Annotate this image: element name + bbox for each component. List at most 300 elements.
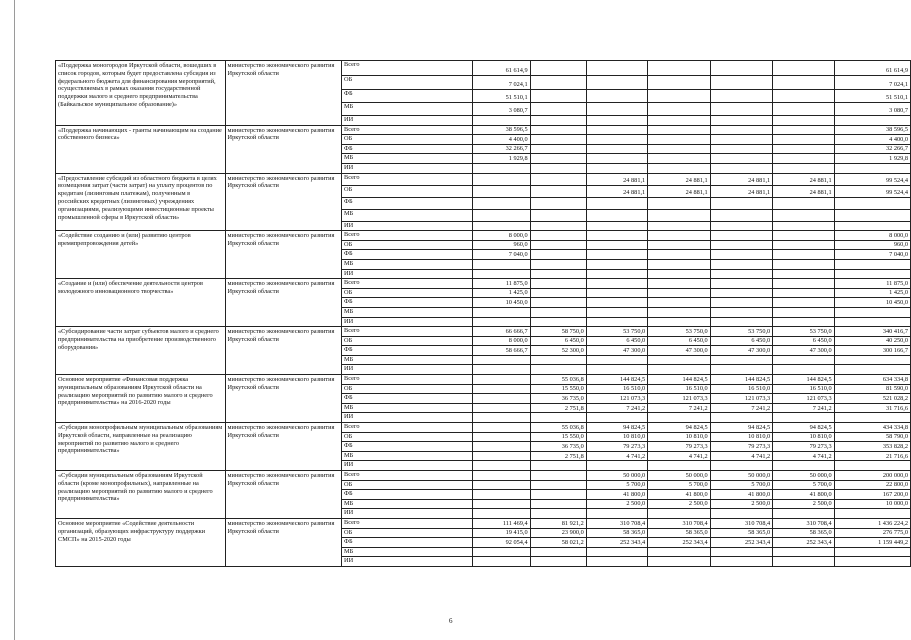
year-value-cell <box>586 209 647 221</box>
funding-source: ФБ <box>342 90 473 103</box>
table-row <box>56 327 911 337</box>
total-cell: 960,0 <box>834 240 910 250</box>
year-value-cell <box>586 163 647 173</box>
responsible-organization: министерство экономического развития Иркутской области <box>225 423 342 471</box>
year-value-cell <box>530 490 586 500</box>
year-value-cell: 24 881,1 <box>773 173 834 185</box>
year-value-cell <box>773 509 834 519</box>
year-value-cell: 7 241,2 <box>710 403 773 413</box>
year-value-cell: 36 735,0 <box>530 394 586 404</box>
year-value-cell <box>710 250 773 260</box>
year-value-cell <box>648 103 711 116</box>
total-cell <box>834 365 910 375</box>
total-cell: 38 596,5 <box>834 125 910 135</box>
year-value-cell: 55 036,8 <box>530 423 586 433</box>
year-value-cell <box>710 163 773 173</box>
year-value-cell <box>710 231 773 241</box>
funding-source: Всего <box>342 125 473 135</box>
year-value-cell <box>586 125 647 135</box>
year-value-cell: 121 073,3 <box>773 394 834 404</box>
year-value-cell <box>530 279 586 289</box>
funding-source: Всего <box>342 279 473 289</box>
responsible-organization: министерство экономического развития Иркутской области <box>225 125 342 173</box>
year-value-cell <box>530 355 586 365</box>
year-value-cell <box>473 365 530 375</box>
year-value-cell <box>710 547 773 557</box>
year-value-cell <box>530 197 586 209</box>
program-description: Основное мероприятие «Финансовая поддержка муниципальным образованиям Иркутской области на реализацию мероприятий по развитию малого и среднего предпринимательства» на 2016-2020 годы <box>56 375 226 423</box>
year-value-cell <box>530 480 586 490</box>
program-funding-table <box>55 60 911 567</box>
year-value-cell <box>710 103 773 116</box>
year-value-cell <box>710 461 773 471</box>
total-cell: 40 250,0 <box>834 336 910 346</box>
year-value-cell <box>648 116 711 126</box>
total-cell: 1 159 449,2 <box>834 538 910 548</box>
year-value-cell: 47 300,0 <box>710 346 773 356</box>
year-value-cell: 24 881,1 <box>710 185 773 197</box>
year-value-cell: 53 750,0 <box>773 327 834 337</box>
year-value-cell <box>530 163 586 173</box>
year-value-cell <box>586 365 647 375</box>
year-value-cell <box>473 173 530 185</box>
year-value-cell: 4 741,2 <box>773 451 834 461</box>
responsible-organization: министерство экономического развития Иркутской области <box>225 173 342 231</box>
year-value-cell <box>473 259 530 269</box>
year-value-cell <box>530 116 586 126</box>
year-value-cell <box>530 61 586 76</box>
responsible-organization: министерство экономического развития Иркутской области <box>225 471 342 519</box>
total-cell <box>834 355 910 365</box>
year-value-cell <box>648 209 711 221</box>
year-value-cell <box>586 154 647 164</box>
year-value-cell: 2 751,8 <box>530 451 586 461</box>
year-value-cell: 23 900,0 <box>530 528 586 538</box>
funding-source: ОБ <box>342 288 473 298</box>
table-row <box>56 471 911 481</box>
year-value-cell <box>530 298 586 308</box>
year-value-cell <box>773 317 834 327</box>
total-cell: 434 334,8 <box>834 423 910 433</box>
funding-source: ИИ <box>342 413 473 423</box>
year-value-cell <box>648 279 711 289</box>
year-value-cell <box>710 135 773 145</box>
year-value-cell: 144 824,5 <box>586 375 647 385</box>
year-value-cell <box>530 413 586 423</box>
year-value-cell <box>648 317 711 327</box>
year-value-cell <box>710 197 773 209</box>
year-value-cell <box>473 413 530 423</box>
year-value-cell <box>773 240 834 250</box>
total-cell: 340 416,7 <box>834 327 910 337</box>
year-value-cell: 10 810,0 <box>586 432 647 442</box>
funding-source: МБ <box>342 355 473 365</box>
year-value-cell <box>773 557 834 567</box>
year-value-cell: 310 708,4 <box>710 518 773 528</box>
year-value-cell: 3 080,7 <box>473 103 530 116</box>
year-value-cell: 8 000,0 <box>473 336 530 346</box>
program-description: «Предоставление субсидий из областного бюджета в целях возмещения затрат (части затрат) на уплату процентов по кредитам (лизинговым платежам), полученным в российских кредитных (лизинговых) учреждениях организациями, реализующими инвестиционные проекты промышленной сферы в Иркутской области» <box>56 173 226 231</box>
total-cell <box>834 259 910 269</box>
year-value-cell <box>773 103 834 116</box>
funding-source: ФБ <box>342 197 473 209</box>
funding-source: МБ <box>342 451 473 461</box>
year-value-cell: 92 054,4 <box>473 538 530 548</box>
total-cell: 58 790,0 <box>834 432 910 442</box>
funding-source: ИИ <box>342 365 473 375</box>
year-value-cell: 58 021,2 <box>530 538 586 548</box>
year-value-cell <box>586 116 647 126</box>
year-value-cell: 252 343,4 <box>773 538 834 548</box>
year-value-cell <box>773 250 834 260</box>
year-value-cell: 10 450,0 <box>473 298 530 308</box>
year-value-cell: 15 550,0 <box>530 432 586 442</box>
funding-source: ФБ <box>342 250 473 260</box>
year-value-cell <box>648 547 711 557</box>
year-value-cell <box>530 259 586 269</box>
year-value-cell: 121 073,3 <box>710 394 773 404</box>
funding-source: ОБ <box>342 480 473 490</box>
total-cell: 32 266,7 <box>834 144 910 154</box>
year-value-cell: 47 300,0 <box>648 346 711 356</box>
year-value-cell: 58 365,0 <box>648 528 711 538</box>
year-value-cell <box>710 269 773 279</box>
year-value-cell <box>586 61 647 76</box>
year-value-cell <box>648 221 711 231</box>
program-funding-table-wrapper <box>55 60 911 567</box>
table-row <box>56 173 911 185</box>
year-value-cell: 24 881,1 <box>648 173 711 185</box>
funding-source: Всего <box>342 471 473 481</box>
year-value-cell <box>648 365 711 375</box>
responsible-organization: министерство экономического развития Иркутской области <box>225 61 342 126</box>
funding-source: Всего <box>342 518 473 528</box>
year-value-cell <box>710 557 773 567</box>
year-value-cell: 15 550,0 <box>530 384 586 394</box>
year-value-cell <box>648 75 711 90</box>
year-value-cell <box>473 355 530 365</box>
total-cell: 51 510,1 <box>834 90 910 103</box>
program-description: «Поддержка моногородов Иркутской области, вошедших в список городов, которым будет предоставлена субсидия из федерального бюджета для финансирования мероприятий, осуществляемых в рамках оказания государственной поддержки малого и среднего предпринимательства (Байкальское муниципальное образование)» <box>56 61 226 126</box>
year-value-cell <box>773 365 834 375</box>
year-value-cell <box>648 144 711 154</box>
year-value-cell <box>530 240 586 250</box>
year-value-cell: 16 510,0 <box>586 384 647 394</box>
year-value-cell <box>530 317 586 327</box>
year-value-cell: 121 073,3 <box>648 394 711 404</box>
year-value-cell: 121 073,3 <box>586 394 647 404</box>
funding-source: МБ <box>342 499 473 509</box>
year-value-cell: 10 810,0 <box>648 432 711 442</box>
funding-source: МБ <box>342 209 473 221</box>
year-value-cell <box>710 144 773 154</box>
year-value-cell <box>586 259 647 269</box>
year-value-cell <box>586 75 647 90</box>
total-cell: 1 425,0 <box>834 288 910 298</box>
year-value-cell: 50 000,0 <box>773 471 834 481</box>
funding-source: ФБ <box>342 442 473 452</box>
year-value-cell <box>586 355 647 365</box>
year-value-cell <box>530 557 586 567</box>
year-value-cell <box>710 221 773 231</box>
year-value-cell <box>773 197 834 209</box>
year-value-cell <box>773 355 834 365</box>
year-value-cell: 47 300,0 <box>773 346 834 356</box>
funding-source: ФБ <box>342 144 473 154</box>
year-value-cell <box>773 90 834 103</box>
year-value-cell <box>586 231 647 241</box>
year-value-cell <box>710 509 773 519</box>
year-value-cell: 4 741,2 <box>710 451 773 461</box>
year-value-cell <box>773 125 834 135</box>
year-value-cell <box>586 135 647 145</box>
year-value-cell: 79 273,3 <box>586 442 647 452</box>
year-value-cell <box>473 185 530 197</box>
funding-source: ИИ <box>342 317 473 327</box>
year-value-cell <box>648 413 711 423</box>
year-value-cell: 6 450,0 <box>773 336 834 346</box>
year-value-cell: 79 273,3 <box>710 442 773 452</box>
total-cell: 99 524,4 <box>834 185 910 197</box>
year-value-cell <box>773 461 834 471</box>
year-value-cell <box>648 154 711 164</box>
year-value-cell: 61 614,9 <box>473 61 530 76</box>
total-cell: 10 450,0 <box>834 298 910 308</box>
year-value-cell <box>773 279 834 289</box>
year-value-cell <box>530 173 586 185</box>
table-row <box>56 518 911 528</box>
responsible-organization: министерство экономического развития Иркутской области <box>225 327 342 375</box>
year-value-cell <box>586 288 647 298</box>
program-description: «Создание и (или) обеспечение деятельности центров молодежного инновационного творчества» <box>56 279 226 327</box>
year-value-cell <box>473 307 530 317</box>
year-value-cell <box>530 250 586 260</box>
year-value-cell <box>473 269 530 279</box>
year-value-cell <box>773 209 834 221</box>
table-row <box>56 279 911 289</box>
year-value-cell <box>710 154 773 164</box>
year-value-cell <box>648 61 711 76</box>
year-value-cell: 24 881,1 <box>773 185 834 197</box>
funding-source: ИИ <box>342 116 473 126</box>
year-value-cell <box>530 125 586 135</box>
year-value-cell <box>530 269 586 279</box>
year-value-cell: 4 741,2 <box>586 451 647 461</box>
funding-source: ИИ <box>342 269 473 279</box>
total-cell: 81 590,0 <box>834 384 910 394</box>
year-value-cell <box>773 75 834 90</box>
year-value-cell: 310 708,4 <box>586 518 647 528</box>
year-value-cell <box>710 116 773 126</box>
year-value-cell: 53 750,0 <box>710 327 773 337</box>
year-value-cell <box>473 499 530 509</box>
year-value-cell: 24 881,1 <box>648 185 711 197</box>
year-value-cell <box>710 298 773 308</box>
total-cell: 353 828,2 <box>834 442 910 452</box>
year-value-cell <box>473 480 530 490</box>
year-value-cell <box>710 90 773 103</box>
year-value-cell <box>530 509 586 519</box>
funding-source: МБ <box>342 259 473 269</box>
funding-source: ФБ <box>342 538 473 548</box>
year-value-cell <box>773 269 834 279</box>
funding-source: ФБ <box>342 346 473 356</box>
funding-source: ИИ <box>342 461 473 471</box>
year-value-cell <box>586 413 647 423</box>
year-value-cell: 6 450,0 <box>586 336 647 346</box>
total-cell: 634 334,8 <box>834 375 910 385</box>
year-value-cell <box>773 61 834 76</box>
year-value-cell: 38 596,5 <box>473 125 530 135</box>
responsible-organization: министерство экономического развития Иркутской области <box>225 279 342 327</box>
year-value-cell: 94 824,5 <box>773 423 834 433</box>
year-value-cell <box>530 75 586 90</box>
year-value-cell <box>773 259 834 269</box>
year-value-cell <box>648 231 711 241</box>
year-value-cell <box>586 144 647 154</box>
page-edge-line <box>14 0 15 640</box>
year-value-cell <box>530 144 586 154</box>
year-value-cell: 5 700,0 <box>773 480 834 490</box>
total-cell: 22 800,0 <box>834 480 910 490</box>
funding-source: Всего <box>342 327 473 337</box>
year-value-cell <box>710 279 773 289</box>
year-value-cell: 960,0 <box>473 240 530 250</box>
year-value-cell <box>586 221 647 231</box>
year-value-cell <box>473 116 530 126</box>
year-value-cell <box>530 461 586 471</box>
program-description: «Субсидии муниципальным образованиям Иркутской области (кроме монопрофильных), направленные на реализацию мероприятий по развитию малого и среднего предпринимательства» <box>56 471 226 519</box>
funding-source: ФБ <box>342 394 473 404</box>
total-cell: 7 024,1 <box>834 75 910 90</box>
year-value-cell: 36 735,0 <box>530 442 586 452</box>
total-cell: 1 436 224,2 <box>834 518 910 528</box>
total-cell <box>834 509 910 519</box>
total-cell: 31 716,6 <box>834 403 910 413</box>
year-value-cell <box>773 307 834 317</box>
year-value-cell <box>648 90 711 103</box>
year-value-cell: 41 800,0 <box>773 490 834 500</box>
year-value-cell <box>473 197 530 209</box>
year-value-cell <box>586 547 647 557</box>
year-value-cell: 24 881,1 <box>586 185 647 197</box>
year-value-cell <box>773 135 834 145</box>
year-value-cell: 1 425,0 <box>473 288 530 298</box>
year-value-cell: 58 365,0 <box>586 528 647 538</box>
year-value-cell <box>530 154 586 164</box>
year-value-cell <box>648 355 711 365</box>
year-value-cell <box>648 288 711 298</box>
funding-source: ФБ <box>342 298 473 308</box>
year-value-cell: 6 450,0 <box>530 336 586 346</box>
total-cell <box>834 557 910 567</box>
year-value-cell <box>473 509 530 519</box>
year-value-cell <box>530 365 586 375</box>
year-value-cell <box>530 307 586 317</box>
program-description: «Субсидии монопрофильным муниципальным образованиям Иркутской области, направленные на реализацию мероприятий по развитию малого и среднего предпринимательства» <box>56 423 226 471</box>
funding-source: ОБ <box>342 432 473 442</box>
program-description: «Поддержка начинающих - гранты начинающим на создание собственного бизнеса» <box>56 125 226 173</box>
total-cell <box>834 413 910 423</box>
funding-source: МБ <box>342 154 473 164</box>
funding-source: Всего <box>342 375 473 385</box>
year-value-cell <box>710 355 773 365</box>
year-value-cell: 53 750,0 <box>586 327 647 337</box>
year-value-cell <box>586 317 647 327</box>
year-value-cell: 252 343,4 <box>710 538 773 548</box>
funding-source: ОБ <box>342 384 473 394</box>
year-value-cell: 144 824,5 <box>773 375 834 385</box>
year-value-cell <box>586 269 647 279</box>
year-value-cell: 24 881,1 <box>586 173 647 185</box>
year-value-cell <box>648 163 711 173</box>
year-value-cell: 6 450,0 <box>710 336 773 346</box>
year-value-cell <box>586 90 647 103</box>
total-cell <box>834 163 910 173</box>
funding-source: ОБ <box>342 75 473 90</box>
year-value-cell <box>648 509 711 519</box>
year-value-cell: 252 343,4 <box>586 538 647 548</box>
year-value-cell: 58 750,0 <box>530 327 586 337</box>
year-value-cell: 94 824,5 <box>648 423 711 433</box>
year-value-cell: 79 273,3 <box>773 442 834 452</box>
year-value-cell: 50 000,0 <box>586 471 647 481</box>
year-value-cell <box>710 125 773 135</box>
year-value-cell: 4 741,2 <box>648 451 711 461</box>
year-value-cell <box>648 557 711 567</box>
year-value-cell <box>530 547 586 557</box>
year-value-cell <box>648 125 711 135</box>
year-value-cell: 2 500,0 <box>710 499 773 509</box>
year-value-cell <box>530 499 586 509</box>
year-value-cell <box>648 135 711 145</box>
year-value-cell: 4 400,0 <box>473 135 530 145</box>
year-value-cell <box>773 144 834 154</box>
year-value-cell: 7 040,0 <box>473 250 530 260</box>
year-value-cell <box>773 231 834 241</box>
year-value-cell <box>530 209 586 221</box>
funding-source: МБ <box>342 403 473 413</box>
funding-source: МБ <box>342 103 473 116</box>
funding-source: Всего <box>342 231 473 241</box>
total-cell: 21 716,6 <box>834 451 910 461</box>
year-value-cell: 11 875,0 <box>473 279 530 289</box>
year-value-cell <box>473 461 530 471</box>
year-value-cell <box>530 135 586 145</box>
total-cell <box>834 221 910 231</box>
funding-source: Всего <box>342 61 473 76</box>
year-value-cell <box>710 259 773 269</box>
funding-source: Всего <box>342 173 473 185</box>
year-value-cell: 252 343,4 <box>648 538 711 548</box>
year-value-cell: 310 708,4 <box>648 518 711 528</box>
year-value-cell: 8 000,0 <box>473 231 530 241</box>
funding-source: Всего <box>342 423 473 433</box>
year-value-cell <box>710 365 773 375</box>
funding-source: ОБ <box>342 185 473 197</box>
responsible-organization: министерство экономического развития Иркутской области <box>225 518 342 566</box>
year-value-cell <box>710 317 773 327</box>
year-value-cell: 16 510,0 <box>710 384 773 394</box>
year-value-cell <box>586 298 647 308</box>
year-value-cell: 5 700,0 <box>648 480 711 490</box>
funding-source: ИИ <box>342 557 473 567</box>
year-value-cell: 66 666,7 <box>473 327 530 337</box>
program-description: «Субсидирование части затрат субъектов малого и среднего предпринимательства на приобретение производственного оборудования» <box>56 327 226 375</box>
year-value-cell: 1 929,8 <box>473 154 530 164</box>
total-cell: 200 000,0 <box>834 471 910 481</box>
year-value-cell <box>473 442 530 452</box>
